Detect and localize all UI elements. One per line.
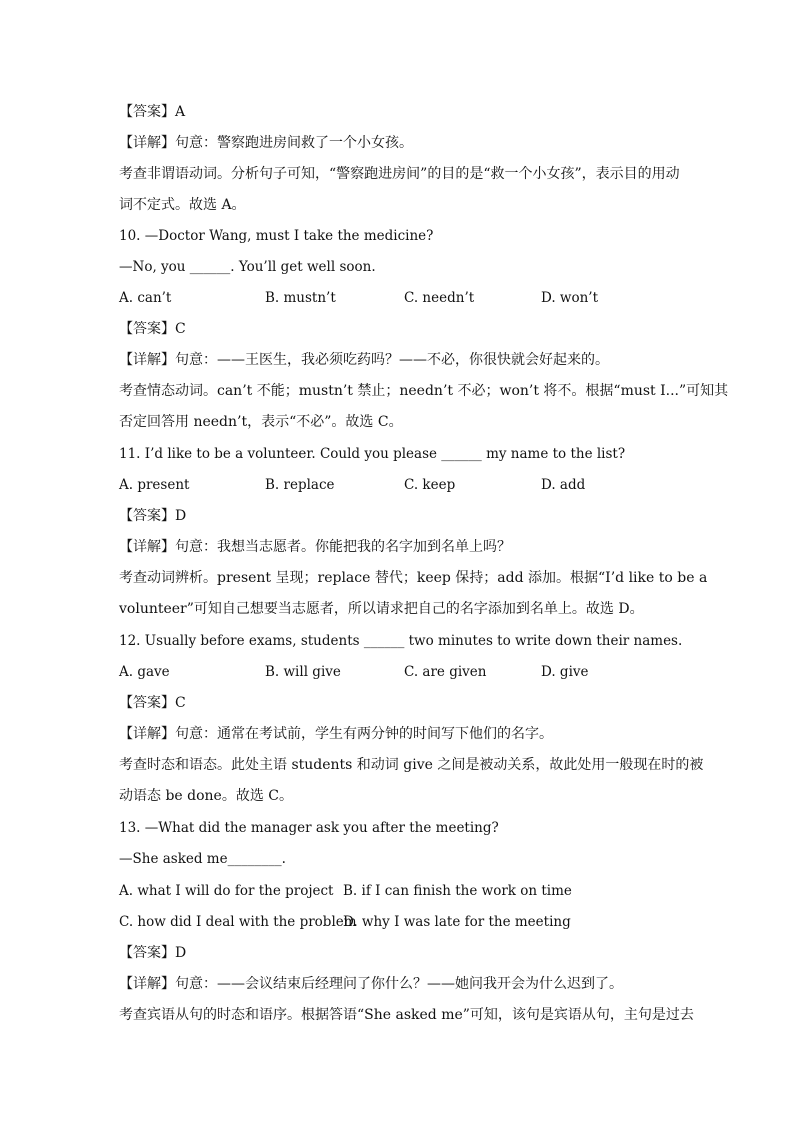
option-13-d: D. why I was late for the meeting bbox=[343, 914, 571, 930]
option-12-d: D. give bbox=[541, 664, 589, 680]
detail-analysis-q11: 考查动词辨析。present 呈现；replace 替代；keep 保持；add 添加。根据“I’d like to be a bbox=[119, 570, 708, 586]
option-13-b: B. if I can finish the work on time bbox=[343, 883, 572, 899]
detail-translation-q9: 【详解】句意：警察跑进房间救了一个小女孩。 bbox=[119, 135, 413, 151]
option-10-c: C. needn’t bbox=[404, 290, 475, 306]
detail-analysis-q13: 考查宾语从句的时态和语序。根据答语“She asked me”可知，该句是宾语从句，主句是过去 bbox=[119, 1007, 694, 1023]
question-10-response: —No, you ______. You’ll get well soon. bbox=[119, 259, 376, 275]
option-12-c: C. are given bbox=[404, 664, 487, 680]
answer-label-q9: 【答案】A bbox=[119, 104, 186, 120]
detail-translation-q12: 【详解】句意：通常在考试前，学生有两分钟的时间写下他们的名字。 bbox=[119, 726, 553, 742]
option-10-a: A. can’t bbox=[119, 290, 172, 306]
answer-label-q12: 【答案】C bbox=[119, 695, 186, 711]
option-12-a: A. gave bbox=[119, 664, 170, 680]
detail-analysis-q11-cont: volunteer”可知自己想要当志愿者，所以请求把自己的名字添加到名单上。故选 D。 bbox=[119, 601, 644, 617]
answer-label-q11: 【答案】D bbox=[119, 508, 187, 524]
option-11-b: B. replace bbox=[265, 477, 335, 493]
detail-translation-q11: 【详解】句意：我想当志愿者。你能把我的名字加到名单上吗？ bbox=[119, 539, 511, 555]
detail-analysis-q9-cont: 词不定式。故选 A。 bbox=[119, 197, 246, 213]
detail-analysis-q10-cont: 否定回答用 needn’t，表示“不必”。故选 C。 bbox=[119, 414, 403, 430]
answer-label-q10: 【答案】C bbox=[119, 321, 186, 337]
option-11-c: C. keep bbox=[404, 477, 456, 493]
question-11-stem: 11. I’d like to be a volunteer. Could you please ______ my name to the list? bbox=[119, 446, 626, 462]
option-11-a: A. present bbox=[119, 477, 190, 493]
question-10-stem: 10. —Doctor Wang, must I take the medicine? bbox=[119, 228, 434, 244]
detail-analysis-q9: 考查非谓语动词。分析句子可知，“警察跑进房间”的目的是“救一个小女孩”，表示目的用动 bbox=[119, 166, 680, 182]
detail-translation-q10: 【详解】句意：——王医生，我必须吃药吗？——不必，你很快就会好起来的。 bbox=[119, 352, 609, 368]
option-13-c: C. how did I deal with the problem bbox=[119, 914, 357, 930]
detail-analysis-q12: 考查时态和语态。此处主语 students 和动词 give 之间是被动关系，故此处用一般现在时的被 bbox=[119, 757, 704, 773]
option-10-b: B. mustn’t bbox=[265, 290, 336, 306]
detail-analysis-q12-cont: 动语态 be done。故选 C。 bbox=[119, 788, 294, 804]
question-13-response: —She asked me________. bbox=[119, 851, 286, 867]
option-13-a: A. what I will do for the project bbox=[119, 883, 334, 899]
question-13-stem: 13. —What did the manager ask you after the meeting? bbox=[119, 820, 499, 836]
detail-translation-q13: 【详解】句意：——会议结束后经理问了你什么？——她问我开会为什么迟到了。 bbox=[119, 976, 623, 992]
option-12-b: B. will give bbox=[265, 664, 341, 680]
option-11-d: D. add bbox=[541, 477, 586, 493]
detail-analysis-q10: 考查情态动词。can’t 不能；mustn’t 禁止；needn’t 不必；won’t 将不。根据“must I...”可知其 bbox=[119, 383, 729, 399]
answer-label-q13: 【答案】D bbox=[119, 945, 187, 961]
question-12-stem: 12. Usually before exams, students ______ two minutes to write down their names. bbox=[119, 633, 683, 649]
option-10-d: D. won’t bbox=[541, 290, 599, 306]
